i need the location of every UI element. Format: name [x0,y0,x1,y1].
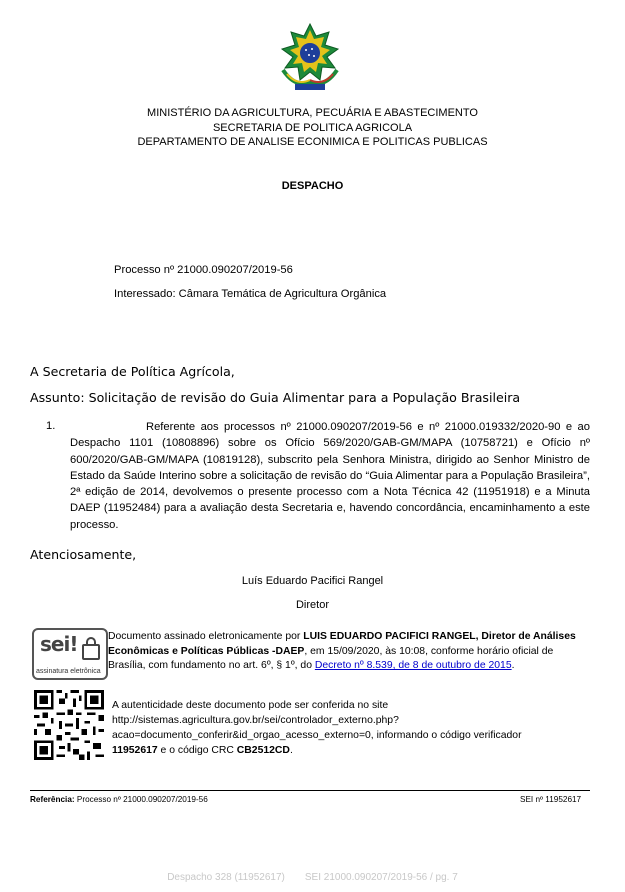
secretariat-name: SECRETARIA DE POLITICA AGRICOLA [212,122,413,134]
verification-mid: e o código CRC [157,745,237,756]
electronic-signature-text [108,630,593,674]
verifier-code: 11952617 [112,745,158,756]
item-text: Referente aos processos nº 21000.090207/2019-56 e nº 21000.019332/2020-90 e ao Despacho 1101 (10808896) sobre os Ofício 569/2020/GAB-GM/MAPA (10758721) e Ofício nº 600/2020/GAB-GM/MAPA (10819128), subscrito pela Senhora Ministra, dirigido ao Senhor Ministro de Estado da Saúde Interino sobre a solicitação de revisão do “Guia Alimentar para a População Brasileira”, 2ª edição de 2014, devolvemos o presente processo com a Nota Técnica 42 (11951918) e a Minuta DAEP (11952484) para a avaliação desta Secretaria e, havendo concordância, encaminhamento a este processo. [70,421,590,531]
sei-signature-seal [32,628,108,680]
verification-end: . [289,745,293,756]
signer-role: Diretor [295,599,329,611]
item-paragraph [70,419,590,533]
page-footer [0,872,625,883]
reference-value: Processo nº 21000.090207/2019-56 [74,795,208,804]
sig-signer: LUIS EDUARDO PACIFICI RANGEL [303,631,476,642]
qr-code-icon [34,690,104,760]
sig-role: , Diretor de Análises Econômicas e Políticas Públicas -DAEP [108,631,576,657]
document-title: DESPACHO [281,180,344,192]
decree-link[interactable]: Decreto nº 8.539, de 8 de outubro de 2015 [314,660,512,671]
verification-line3: acao=documento_conferir&id_orgao_acesso_externo=0, informando o código verificador [112,730,522,741]
closing: Atenciosamente, [30,547,137,562]
footer-divider [30,790,590,791]
interested-party: Interessado: Câmara Temática de Agricultura Orgânica [114,288,387,300]
crc-code: CB2512CD [236,745,290,756]
sig-prefix: Documento assinado eletronicamente por [108,631,304,642]
sig-suffix: . [511,660,515,671]
lock-icon [82,644,100,660]
footer-reference [30,795,208,804]
reference-label: Referência: [30,795,75,804]
sei-logo-text: sei! [40,632,78,656]
subject-line: Assunto: Solicitação de revisão do Guia Alimentar para a População Brasileira [30,390,521,405]
footer-sei-number: SEI nº 11952617 [520,795,582,804]
brazil-coat-of-arms-icon [275,22,345,94]
page-footer-left: Despacho 328 (11952617) [167,872,285,883]
salutation: A Secretaria de Política Agrícola, [30,364,235,379]
item-number: 1. [46,420,56,432]
ministry-name: MINISTÉRIO DA AGRICULTURA, PECUÁRIA E ABASTECIMENTO [147,107,478,119]
sig-middle: , em 15/09/2020, às 10:08, conforme horário oficial de Brasília, com fundamento no art. 6º, § 1º, do [108,645,554,671]
verification-codes [112,743,592,758]
department-name: DEPARTAMENTO DE ANALISE ECONIMICA E POLITICAS PUBLICAS [137,136,488,148]
verification-line1: A autenticidade deste documento pode ser conferida no site [112,700,389,711]
verification-text [112,698,592,758]
signer-name: Luís Eduardo Pacifici Rangel [241,575,384,587]
seal-subtext: assinatura eletrônica [36,668,101,675]
page-footer-right: SEI 21000.090207/2019-56 / pg. 7 [304,872,458,883]
process-number: Processo nº 21000.090207/2019-56 [114,264,293,276]
verification-url: http://sistemas.agricultura.gov.br/sei/controlador_externo.php? [112,715,399,726]
